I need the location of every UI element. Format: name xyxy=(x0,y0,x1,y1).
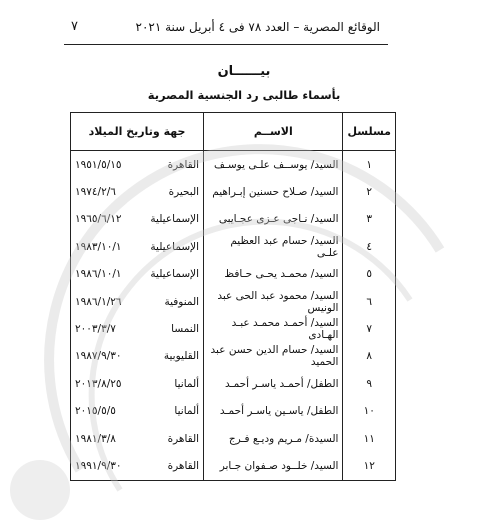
birth-date: ٢٠٠٣/٣/٧ xyxy=(75,323,116,336)
birth-place: البحيرة xyxy=(168,186,200,199)
birth-date: ١٩٨٣/١٠/١ xyxy=(75,240,122,253)
name-cell: السيد/ محمـد يحـى حـافظ xyxy=(204,261,343,288)
birth-date: ١٩٧٤/٢/٦ xyxy=(75,186,116,199)
serial-cell: ٥ xyxy=(343,261,396,288)
table-row xyxy=(71,233,396,260)
birth-date: ٢٠١٣/٨/٢٥ xyxy=(75,377,122,390)
page-header-title: الوقائع المصرية – العدد ٧٨ فى ٤ أبريل سنة ٢٠٢١ xyxy=(135,20,380,34)
serial-cell: ٤ xyxy=(343,233,396,260)
serial-cell: ٣ xyxy=(343,206,396,233)
birth-place: ألمانيا xyxy=(174,405,200,418)
applicants-table xyxy=(70,112,396,481)
header-serial: مسلسل xyxy=(343,113,396,151)
header-name: الاســم xyxy=(204,113,343,151)
page-number: ٧ xyxy=(71,19,78,34)
birth-place: القاهرة xyxy=(167,459,200,472)
birth-place: الإسماعيلية xyxy=(150,240,200,253)
birth-date: ١٩٦٥/٦/١٢ xyxy=(75,213,122,226)
birth-date: ١٩٨٦/١/٢٦ xyxy=(75,295,122,308)
birth-place: النمسا xyxy=(171,323,200,336)
serial-cell: ٢ xyxy=(343,178,396,205)
serial-cell: ١١ xyxy=(343,425,396,452)
place-date-cell xyxy=(71,261,204,288)
serial-cell: ٩ xyxy=(343,370,396,397)
serial-cell: ٨ xyxy=(343,343,396,370)
table-row xyxy=(71,288,396,315)
name-cell: السيد/ محمود عبد الحى عبد الونيس xyxy=(204,288,343,315)
serial-cell: ١٢ xyxy=(343,452,396,480)
place-date-cell xyxy=(71,288,204,315)
place-date-cell xyxy=(71,452,204,480)
header-divider xyxy=(64,44,388,45)
birth-place: ألمانيا xyxy=(174,377,200,390)
document-title: بيــــــان xyxy=(217,64,271,79)
table-row xyxy=(71,398,396,425)
table-row xyxy=(71,315,396,342)
name-cell: السيد/ حسام الدين حسن عبد الحميد xyxy=(204,343,343,370)
name-cell: السيد/ خلــود صـفوان جـابر xyxy=(204,452,343,480)
birth-place: الإسماعيلية xyxy=(150,268,200,281)
serial-cell: ٦ xyxy=(343,288,396,315)
place-date-cell xyxy=(71,398,204,425)
place-date-cell xyxy=(71,315,204,342)
table-header-row xyxy=(71,113,396,151)
name-cell: السيد/ أحمـد محمـد عبـد الهـادى xyxy=(204,315,343,342)
birth-place: المنوفية xyxy=(164,295,200,308)
serial-cell: ١ xyxy=(343,151,396,179)
place-date-cell xyxy=(71,206,204,233)
table-row xyxy=(71,178,396,205)
name-cell: السيد/ صـلاح حسنين إبـراهيم xyxy=(204,178,343,205)
place-date-cell xyxy=(71,233,204,260)
birth-date: ١٩٨١/٣/٨ xyxy=(75,432,116,445)
place-date-cell xyxy=(71,178,204,205)
name-cell: السيد/ حسام عبد العظيم علـى xyxy=(204,233,343,260)
table-row xyxy=(71,425,396,452)
birth-place: القليوبية xyxy=(163,350,200,363)
name-cell: السيدة/ مـريم وديـع فـرج xyxy=(204,425,343,452)
header-place-date: جهة وتاريخ الميلاد xyxy=(71,113,204,151)
serial-cell: ١٠ xyxy=(343,398,396,425)
birth-date: ١٩٨٦/١٠/١ xyxy=(75,268,122,281)
birth-place: القاهرة xyxy=(167,158,200,171)
place-date-cell xyxy=(71,370,204,397)
birth-date: ١٩٩١/٩/٣٠ xyxy=(75,459,122,472)
place-date-cell xyxy=(71,151,204,179)
birth-place: الإسماعيلية xyxy=(150,213,200,226)
table-row xyxy=(71,261,396,288)
table-row xyxy=(71,151,396,179)
place-date-cell xyxy=(71,343,204,370)
serial-cell: ٧ xyxy=(343,315,396,342)
name-cell: الطفل/ ياسـين ياسـر أحمـد xyxy=(204,398,343,425)
table-row xyxy=(71,370,396,397)
name-cell: الطفل/ أحمـد ياسـر أحمـد xyxy=(204,370,343,397)
birth-date: ١٩٨٧/٩/٣٠ xyxy=(75,350,122,363)
document-subtitle: بأسماء طالبى رد الجنسية المصرية xyxy=(147,88,341,102)
table-row xyxy=(71,206,396,233)
birth-date: ١٩٥١/٥/١٥ xyxy=(75,158,122,171)
table-row xyxy=(71,452,396,480)
name-cell: السيد/ يوســف علـى يوسـف xyxy=(204,151,343,179)
table-row xyxy=(71,343,396,370)
name-cell: السيد/ نـاجى عـزى عجـايبى xyxy=(204,206,343,233)
birth-place: القاهرة xyxy=(167,432,200,445)
birth-date: ٢٠١٥/٥/٥ xyxy=(75,405,116,418)
place-date-cell xyxy=(71,425,204,452)
